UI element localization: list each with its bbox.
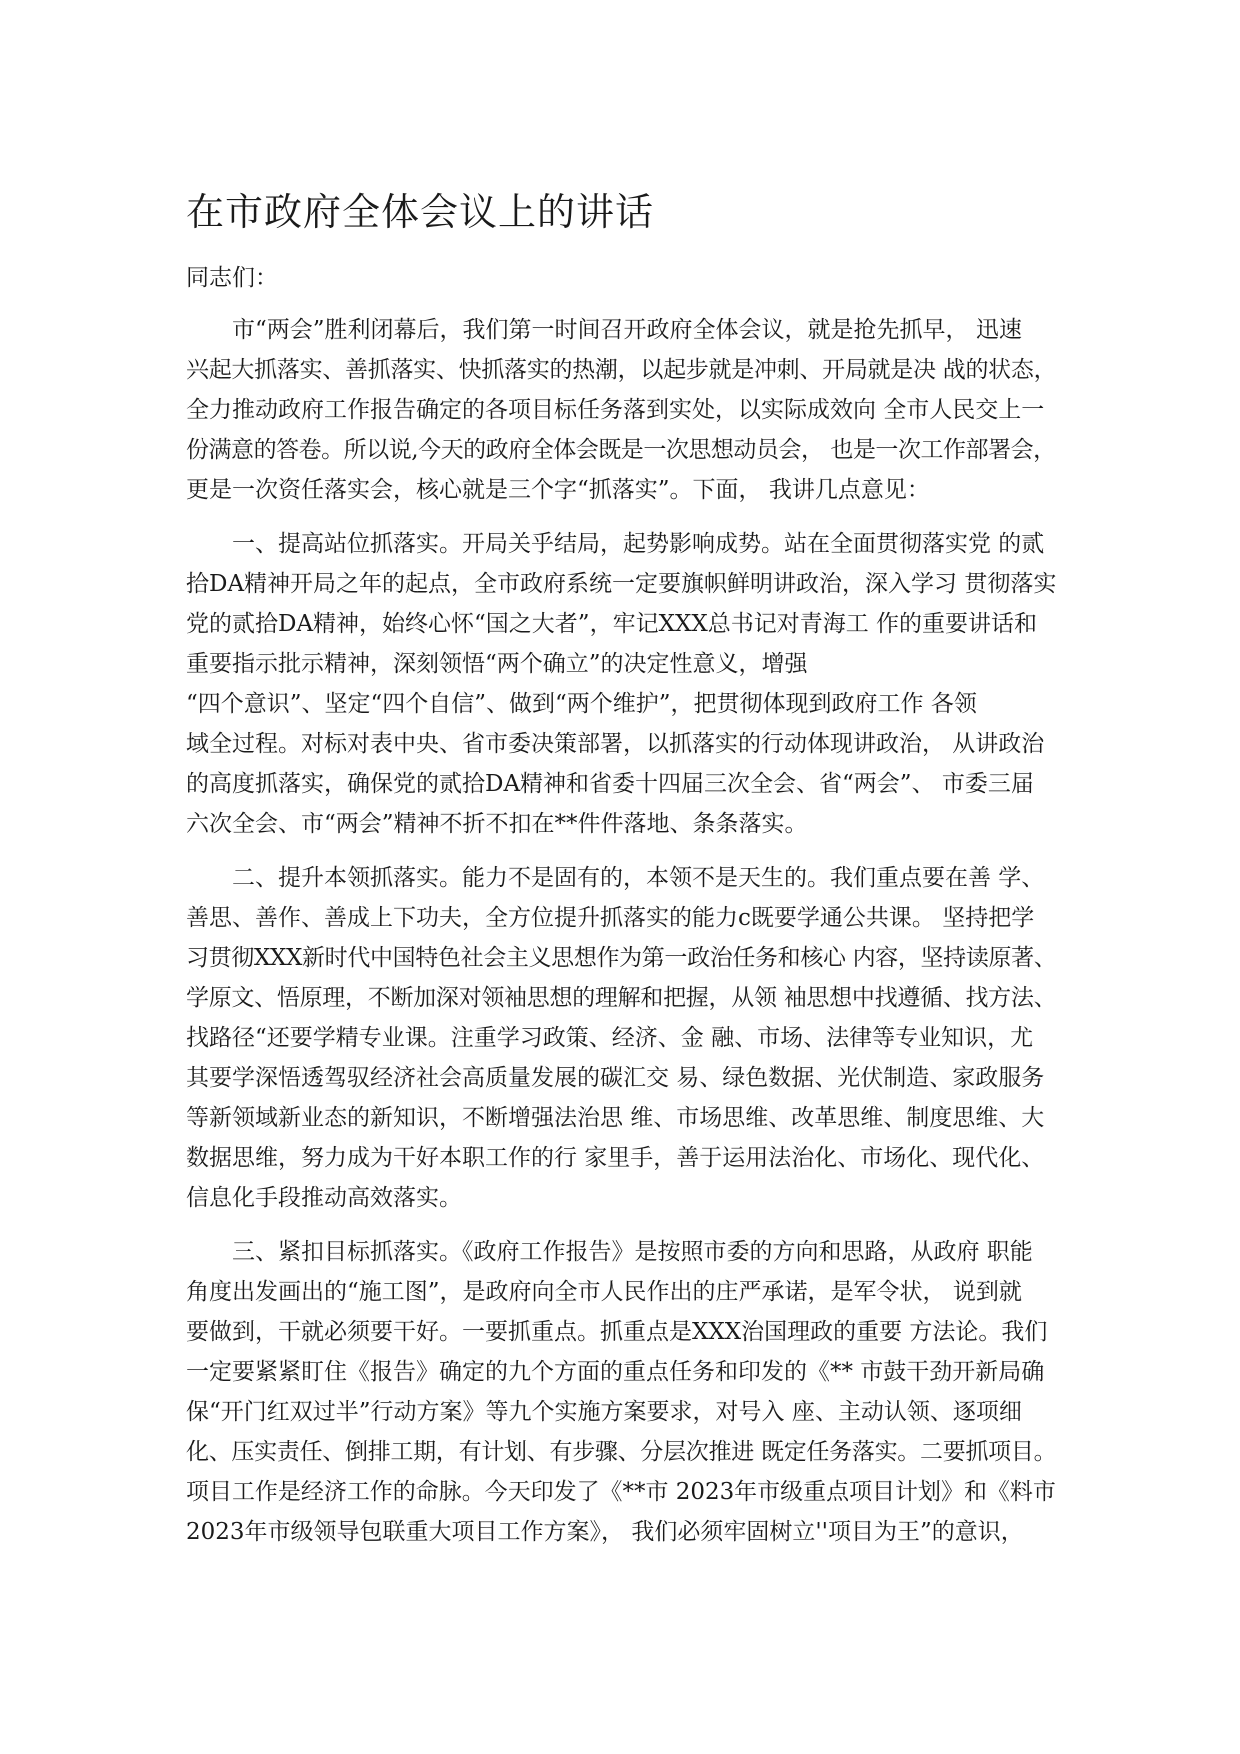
- paragraph-line: 其要学深悟透驾驭经济社会高质量发展的碳汇交 易、绿色数据、光伏制造、家政服务: [186, 1065, 1045, 1091]
- paragraph-line: 学原文、悟原理，不断加深对领袖思想的理解和把握，从领 袖思想中找遵循、找方法、: [186, 985, 1057, 1011]
- paragraph-line: 三、紧扣目标抓落实。《政府工作报告》是按照市委的方向和思路，从政府 职能: [232, 1239, 1033, 1265]
- paragraph-line: 保“开门红双过半”行动方案》等九个实施方案要求，对号入 座、主动认领、逐项细: [186, 1399, 1022, 1425]
- paragraph-line: 等新领域新业态的新知识，不断增强法治思 维、市场思维、改革思维、制度思维、大: [186, 1105, 1045, 1131]
- paragraph-line: 份满意的答卷。所以说,今天的政府全体会既是一次思想动员会， 也是一次工作部署会，: [186, 437, 1056, 463]
- paragraph-line: 拾DA精神开局之年的起点，全市政府系统一定要旗帜鲜明讲政治，深入学习 贯彻落实: [186, 571, 1057, 597]
- paragraph-line: 化、压实责任、倒排工期，有计划、有步骤、分层次推进 既定任务落实。二要抓项目。: [186, 1439, 1057, 1465]
- paragraph-line: 的高度抓落实，确保党的贰拾DA精神和省委十四届三次全会、省“两会”、 市委三届: [186, 771, 1034, 797]
- paragraph-line: 要做到，干就必须要干好。一要抓重点。抓重点是XXX治国理政的重要 方法论。我们: [186, 1319, 1048, 1345]
- paragraph-line: 更是一次资任落实会，核心就是三个字“抓落实”。下面， 我讲几点意见：: [186, 477, 930, 503]
- paragraph-line: 一、提高站位抓落实。开局关乎结局，起势影响成势。站在全面贯彻落实党 的贰: [232, 531, 1045, 557]
- paragraph-line: 2023年市级领导包联重大项目工作方案》， 我们必须牢固树立''项目为王”的意识，: [186, 1519, 1024, 1545]
- paragraph-line: 六次全会、市“两会”精神不折不扣在**件件落地、条条落实。: [186, 811, 808, 837]
- paragraph-line: 善思、善作、善成上下功夫，全方位提升抓落实的能力c既要学通公共课。 坚持把学: [186, 905, 1035, 931]
- paragraph-line: 全力推动政府工作报告确定的各项目标任务落到实处，以实际成效向 全市人民交上一: [186, 397, 1045, 423]
- document-title: 在市政府全体会议上的讲话: [186, 190, 655, 234]
- paragraph-line: 数据思维，努力成为干好本职工作的行 家里手，善于运用法治化、市场化、现代化、: [186, 1145, 1045, 1171]
- paragraph-intro: [186, 310, 1056, 510]
- paragraph-line: 信息化手段推动高效落实。: [186, 1185, 462, 1211]
- paragraph-line: 角度出发画出的“施工图”，是政府向全市人民作出的庄严承诺，是军令状， 说到就: [186, 1279, 1022, 1305]
- paragraph-section-1: [186, 524, 1056, 844]
- paragraph-line: 一定要紧紧盯住《报告》确定的九个方面的重点任务和印发的《** 市鼓干劲开新局确: [186, 1359, 1045, 1385]
- salutation: 同志们：: [186, 265, 278, 291]
- paragraph-line: 兴起大抓落实、善抓落实、快抓落实的热潮，以起步就是冲刺、开局就是决 战的状态，: [186, 357, 1057, 383]
- paragraph-section-3: [186, 1232, 1056, 1552]
- paragraph-line: 市“两会”胜利闭幕后，我们第一时间召开政府全体会议，就是抢先抓早， 迅速: [232, 317, 1022, 343]
- paragraph-line: 找路径“还要学精专业课。注重学习政策、经济、金 融、市场、法律等专业知识，尤: [186, 1025, 1034, 1051]
- paragraph-line: 重要指示批示精神，深刻领悟“两个确立”的决定性意义，增强: [186, 651, 808, 677]
- paragraph-line: “四个意识”、坚定“四个自信”、做到“两个维护”，把贯彻体现到政府工作 各领: [186, 691, 977, 717]
- paragraph-line: 二、提升本领抓落实。能力不是固有的，本领不是天生的。我们重点要在善 学、: [232, 865, 1045, 891]
- paragraph-line: 域全过程。对标对表中央、省市委决策部署，以抓落实的行动体现讲政治， 从讲政治: [186, 731, 1045, 757]
- paragraph-line: 党的贰拾DA精神，始终心怀“国之大者”，牢记XXX总书记对青海工 作的重要讲话和: [186, 611, 1037, 637]
- paragraph-line: 习贯彻XXX新时代中国特色社会主义思想作为第一政治任务和核心 内容，坚持读原著、: [186, 945, 1057, 971]
- paragraph-section-2: [186, 858, 1056, 1218]
- paragraph-line: 项目工作是经济工作的命脉。今天印发了《**市 2023年市级重点项目计划》和《料市: [186, 1479, 1056, 1505]
